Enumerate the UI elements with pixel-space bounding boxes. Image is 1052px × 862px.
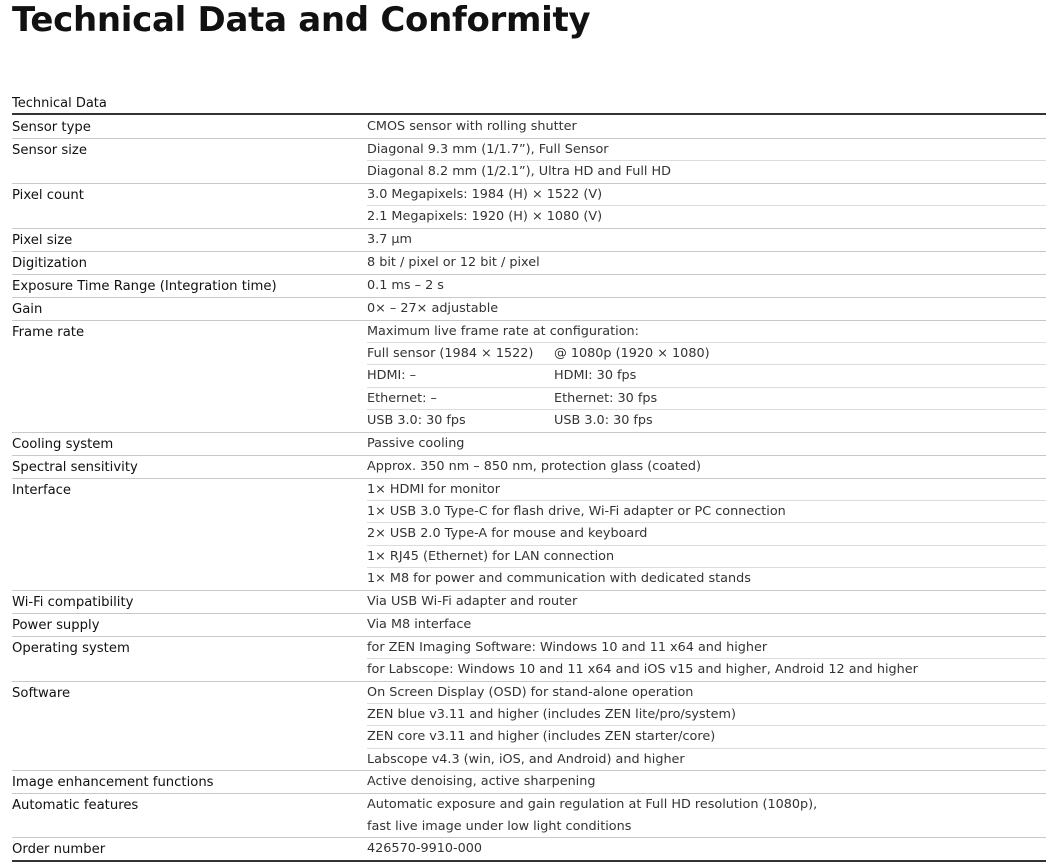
table-row <box>12 456 1046 479</box>
table-row <box>12 433 1046 456</box>
frame-rate-1080p: @ 1080p (1920 × 1080) <box>554 346 710 362</box>
frame-rate-row <box>367 364 1046 386</box>
table-row <box>12 591 1046 614</box>
value-line: 2.1 Megapixels: 1920 (H) × 1080 (V) <box>367 205 1046 227</box>
row-values <box>367 771 1046 793</box>
value-line: 1× M8 for power and communication with dedicated stands <box>367 567 1046 589</box>
row-values <box>367 116 1046 138</box>
row-values <box>367 479 1046 590</box>
value-line: CMOS sensor with rolling shutter <box>367 119 577 134</box>
value-line: On Screen Display (OSD) for stand-alone operation <box>367 684 694 700</box>
frame-rate-row <box>367 387 1046 409</box>
value-line: for ZEN Imaging Software: Windows 10 and 11 x64 and higher <box>367 639 768 655</box>
value-line: Maximum live frame rate at configuration: <box>367 323 639 339</box>
row-values <box>367 682 1046 771</box>
row-values <box>367 637 1046 681</box>
value-line: Diagonal 9.3 mm (1/1.7”), Full Sensor <box>367 142 609 157</box>
frame-rate-row <box>367 409 1046 431</box>
row-values <box>367 252 1046 274</box>
frame-rate-full-sensor: Ethernet: – <box>367 390 437 406</box>
table-row <box>12 184 1046 229</box>
row-values <box>367 139 1046 183</box>
table-row <box>12 275 1046 298</box>
value-line: 1× RJ45 (Ethernet) for LAN connection <box>367 545 1046 567</box>
row-label: Sensor type <box>12 120 91 135</box>
table-row <box>12 682 1046 772</box>
frame-rate-1080p: USB 3.0: 30 fps <box>554 413 653 429</box>
section-divider <box>12 113 1046 115</box>
row-label: Gain <box>12 301 43 317</box>
value-line: 8 bit / pixel or 12 bit / pixel <box>367 254 540 270</box>
table-row <box>12 116 1046 139</box>
table-row <box>12 139 1046 184</box>
value-line: 2× USB 2.0 Type-A for mouse and keyboard <box>367 522 1046 544</box>
row-values <box>367 229 1046 251</box>
frame-rate-full-sensor: HDMI: – <box>367 368 417 384</box>
technical-data-table <box>12 116 1046 862</box>
row-values <box>367 298 1046 320</box>
value-line: for Labscope: Windows 10 and 11 x64 and iOS v15 and higher, Android 12 and higher <box>367 658 1046 680</box>
row-label: Operating system <box>12 640 130 656</box>
value-line: ZEN core v3.11 and higher (includes ZEN starter/core) <box>367 725 1046 747</box>
value-line: Via M8 interface <box>367 616 472 632</box>
table-row <box>12 252 1046 275</box>
frame-rate-1080p: Ethernet: 30 fps <box>554 390 658 406</box>
table-row <box>12 479 1046 591</box>
table-row <box>12 614 1046 637</box>
row-values <box>367 838 1046 860</box>
value-line: 0.1 ms – 2 s <box>367 277 444 293</box>
row-values <box>367 614 1046 636</box>
row-label: Sensor size <box>12 143 87 158</box>
value-line: fast live image under low light conditions <box>367 818 632 834</box>
row-label: Pixel count <box>12 187 84 203</box>
value-line: Diagonal 8.2 mm (1/2.1”), Ultra HD and Full HD <box>367 160 1046 182</box>
row-label: Spectral sensitivity <box>12 459 138 475</box>
row-values <box>367 275 1046 297</box>
row-label: Digitization <box>12 255 87 271</box>
value-line: ZEN blue v3.11 and higher (includes ZEN lite/pro/system) <box>367 703 1046 725</box>
frame-rate-full-sensor: Full sensor (1984 × 1522) <box>367 346 534 362</box>
row-label: Wi-Fi compatibility <box>12 594 134 610</box>
row-label: Automatic features <box>12 798 139 814</box>
value-line: Passive cooling <box>367 435 465 451</box>
row-label: Power supply <box>12 617 100 633</box>
value-line: 3.0 Megapixels: 1984 (H) × 1522 (V) <box>367 186 603 202</box>
value-line: 1× USB 3.0 Type-C for flash drive, Wi-Fi adapter or PC connection <box>367 500 1046 522</box>
table-row <box>12 771 1046 794</box>
value-line: 0× – 27× adjustable <box>367 300 499 316</box>
row-label: Pixel size <box>12 232 73 248</box>
row-label: Order number <box>12 841 106 857</box>
frame-rate-1080p: HDMI: 30 fps <box>554 368 637 384</box>
table-row <box>12 229 1046 252</box>
table-row <box>12 637 1046 682</box>
frame-rate-row <box>367 342 1046 364</box>
section-heading: Technical Data <box>12 96 107 111</box>
row-values <box>367 433 1046 455</box>
value-line: Via USB Wi-Fi adapter and router <box>367 593 578 609</box>
row-values <box>367 456 1046 478</box>
row-label: Cooling system <box>12 436 114 452</box>
page-title: Technical Data and Conformity <box>12 0 591 40</box>
row-label: Software <box>12 685 71 701</box>
row-label: Exposure Time Range (Integration time) <box>12 278 277 294</box>
row-label: Image enhancement functions <box>12 775 214 791</box>
value-line: 426570-9910-000 <box>367 840 483 856</box>
value-line: Labscope v4.3 (win, iOS, and Android) and higher <box>367 748 1046 770</box>
row-values <box>367 794 1046 837</box>
table-row <box>12 794 1046 838</box>
value-line: Automatic exposure and gain regulation at Full HD resolution (1080p), <box>367 797 818 813</box>
frame-rate-full-sensor: USB 3.0: 30 fps <box>367 413 466 429</box>
row-label: Interface <box>12 482 72 498</box>
row-values <box>367 321 1046 432</box>
row-label: Frame rate <box>12 324 85 340</box>
row-values <box>367 591 1046 613</box>
value-line: Active denoising, active sharpening <box>367 774 596 790</box>
table-row <box>12 298 1046 321</box>
value-line: Approx. 350 nm – 850 nm, protection glass (coated) <box>367 458 701 474</box>
value-line: 1× HDMI for monitor <box>367 481 501 497</box>
value-line: 3.7 µm <box>367 231 413 247</box>
row-values <box>367 184 1046 228</box>
table-row <box>12 321 1046 433</box>
